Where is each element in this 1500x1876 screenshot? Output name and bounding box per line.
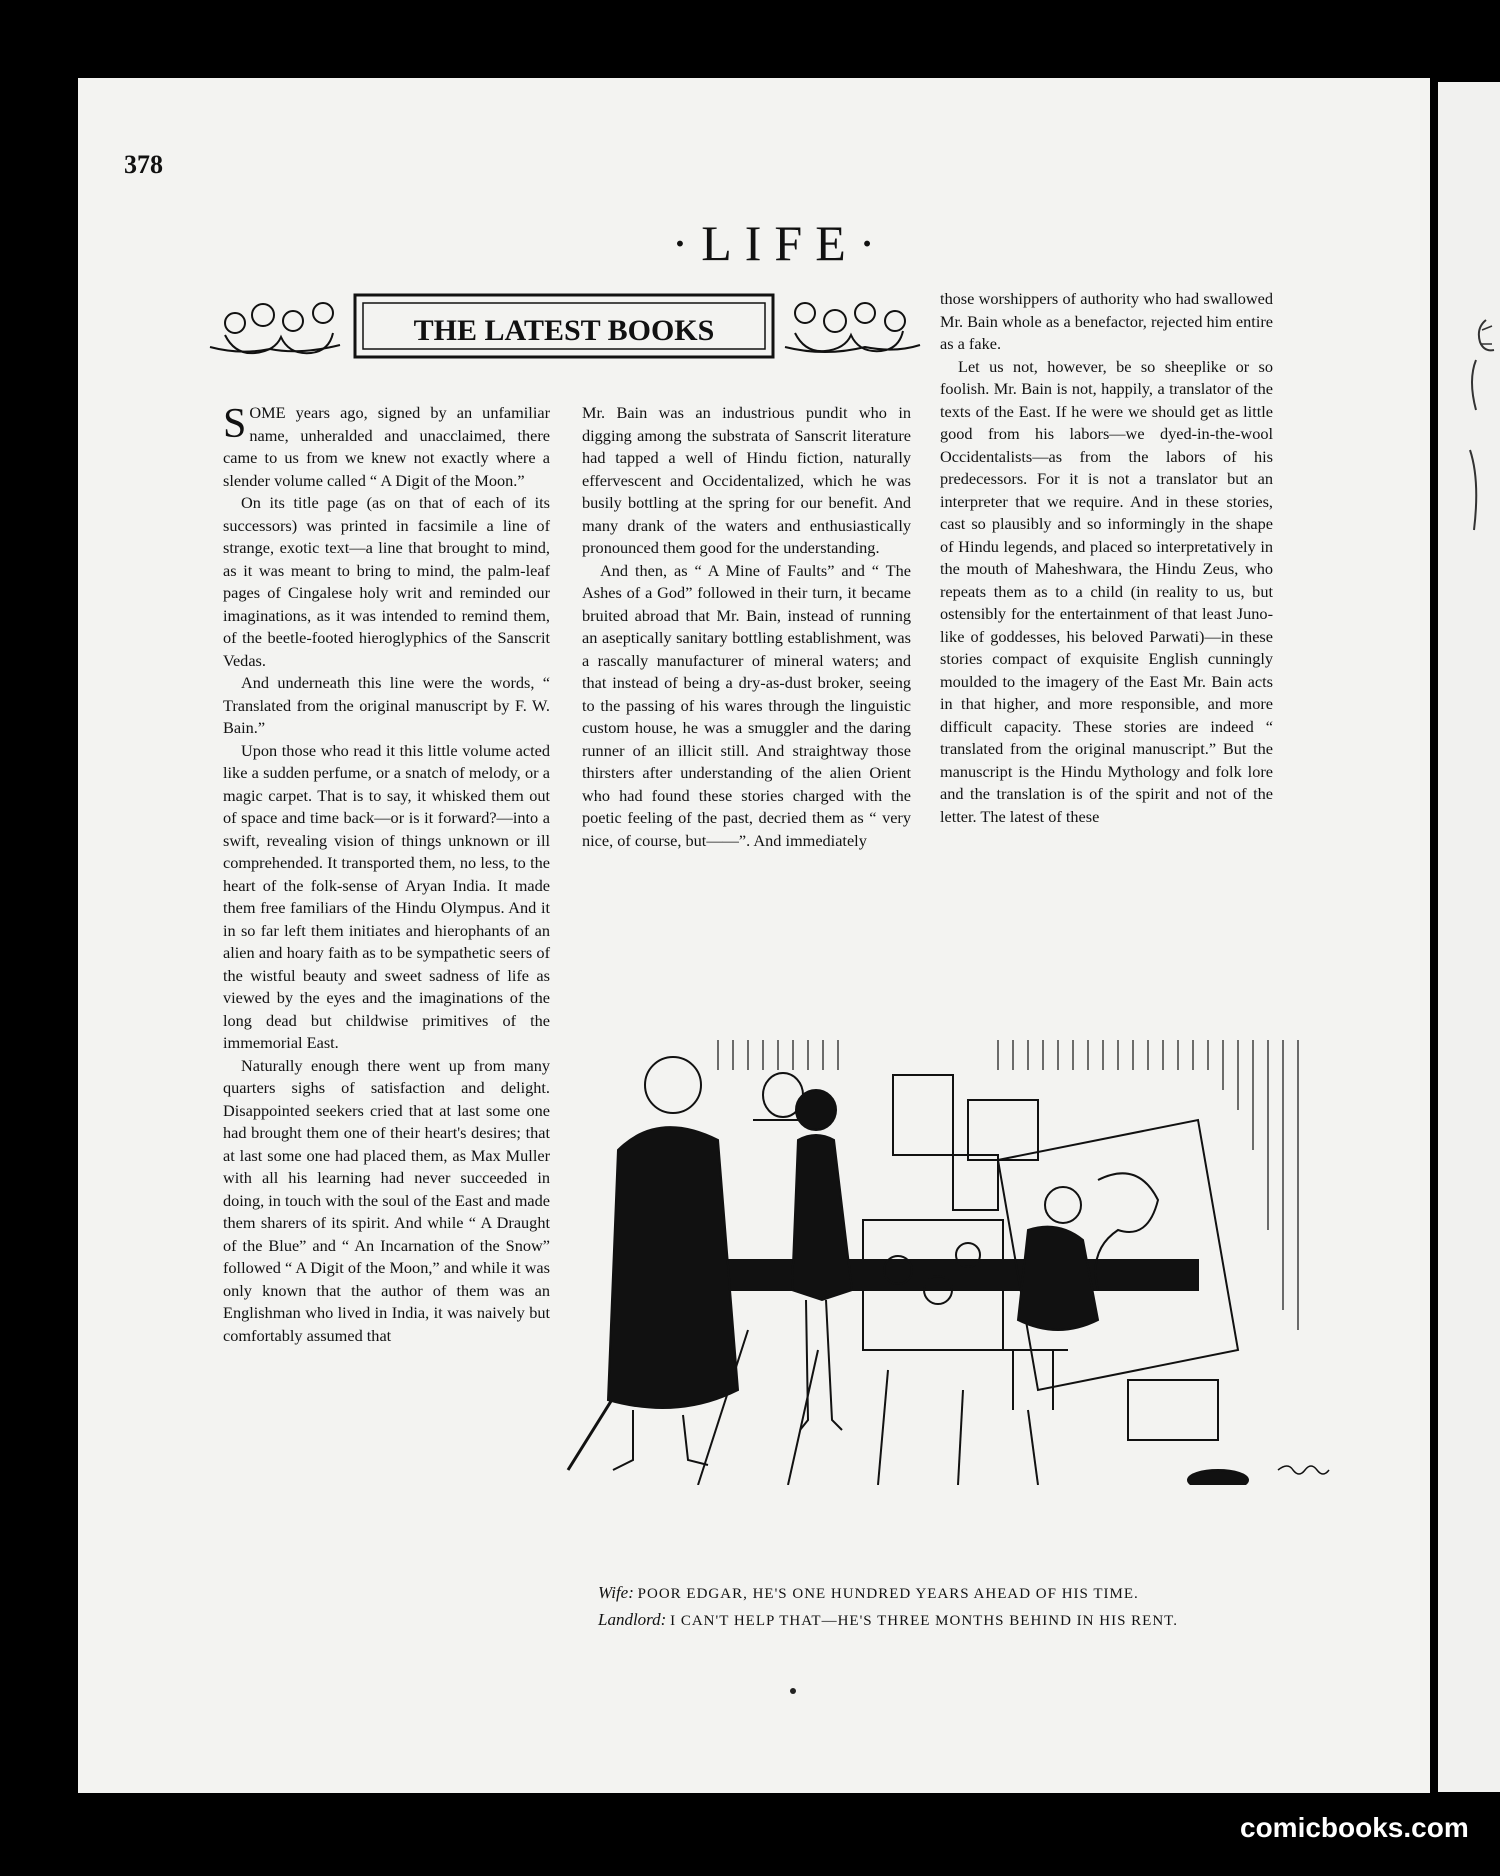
wall-painting [893,1075,953,1155]
site-watermark: comicbooks.com [1240,1812,1469,1843]
section-title: THE LATEST BOOKS [413,314,715,347]
paint-box [1128,1380,1218,1440]
article-column-1 [223,402,550,1347]
cartoon-caption [598,1580,1298,1634]
caption-line-landlord: Landlord: I CAN'T HELP THAT—HE'S THREE MONTHS BEHIND IN HIS RENT. [598,1610,1178,1629]
cherubs-right [785,303,920,352]
landlord-figure [568,1057,738,1470]
paragraph: Let us not, however, be so sheeplike or so foolish. Mr. Bain is not, happily, a translator of the texts of the East. If he were we should get as little good from his labors—we dyed-in-the-wool Occidentalists—as from the labors of his predecessors. For it is not a translator but an interpreter that we require. And in these stories, cast so plausibly and so informingly in the shape of Hindu legends, and placed so interpretatively in the mouth of Maheshwara, the Hindu Zeus, who repeats them as to a child (in reality to us, but ostensibly for the entertainment of that least Juno-like of goddesses, his beloved Parwati)—in these stories compact of exquisite English cunningly moulded to the imagery of the East Mr. Bain acts in that higher, and more responsible, and more difficult capacity. These stories are indeed “ translated from the original manuscript.” But the manuscript is the Hindu Mythology and folk lore and the translation is of the spirit and not of the letter. The latest of these [940,356,1273,826]
cartoon-illustration [558,1030,1338,1485]
article-column-3 [940,288,1273,828]
article-column-2 [582,402,911,852]
paragraph: SOME years ago, signed by an unfamiliar name, unheralded and unacclaimed, there came to us from we knew not exactly where a slender volume called “ A Digit of the Moon.” [223,401,550,490]
artist-signature [1278,1466,1329,1474]
page-number: 378 [124,150,163,179]
wall-painting [953,1155,998,1210]
paragraph: Naturally enough there went up from many quarters sighs of satisfaction and delight. Disappointed seekers cried that at last some one had brought them one of their heart's desires; that at last some one had placed them, as Max Muller with all his learning had never succeeded in doing, in touch with the soul of the East and made them sharers of its spirit. And while “ A Draught of the Blue” and “ An Incarnation of the Snow” followed “ A Digit of the Moon,” and while it was only known that the author of them was an Englishman who lived in India, it was naively but comfortably assumed that [223,1055,550,1345]
masthead-title: ·LIFE· [671,215,889,271]
paragraph: Mr. Bain was an industrious pundit who in digging among the substrata of Sanscrit literature had tapped a well of Hindu fiction, naturally effervescent and Occidentalized, which he was busily bottling at the spring for our benefit. And many drank of the waters and enthusiastically pronounced them good for the understanding. [582,403,911,557]
wall-painting [968,1100,1038,1160]
palette-bowl [1188,1470,1248,1485]
paragraph: Upon those who read it this little volume acted like a sudden perfume, or a snatch of melody, or a magic carpet. That is to say, it whisked them out of space and time back—or is it forward?—into a swift, revealing vision of things unknown or ill comprehended. It transported them, no less, to the heart of the folk-sense of Aryan India. It made them free familiars of the Hindu Olympus. And it in so far left them initiates and hierophants of an alien and hoary faith as to be sympathetic seers of the wistful beauty and sweet sadness of life as viewed by the eyes and the imaginations of the long dead but childwise primitives of the immemorial East. [223,740,550,1052]
caption-line-wife: Wife: POOR EDGAR, HE'S ONE HUNDRED YEARS AHEAD OF HIS TIME. [598,1583,1139,1602]
page-bullet [790,1688,796,1694]
cherubs-left [210,303,340,353]
paragraph: And then, as “ A Mine of Faults” and “ The Ashes of a God” followed in their turn, it became bruited abroad that Mr. Bain, instead of running an aseptically sanitary bottling establishment, was a rascally manufacturer of mineral waters; and that instead of being a dry-as-dust broker, seeing to the passing of his wares through the linguistic custom house, he was a smuggler and the daring runner of an illicit still. And straightway those thirsters after understanding of the alien Orient who had found these stories charged with the poetic feeling of the past, decried them as “ very nice, of course, but——”. And immediately [582,560,911,850]
artist-figure [998,1187,1098,1410]
adjacent-page-sketch [1456,300,1500,560]
paragraph: And underneath this line were the words, “ Translated from the original manuscript by F. W. Bain.” [223,673,550,737]
paragraph: those worshippers of authority who had swallowed Mr. Bain whole as a benefactor, rejected him entire as a fake. [940,289,1273,353]
drop-cap: S [223,401,247,447]
wife-figure [792,1090,852,1430]
section-header-banner [205,285,925,370]
paragraph: On its title page (as on that of each of its successors) was printed in facsimile a line of strange, exotic text—a line that brought to mind, as it was meant to bring to mind, the palm-leaf pages of Cingalese holy writ and reminded our imaginations, as it was intended to remind them, of the beetle-footed hieroglyphics of the Sanscrit Vedas. [223,493,550,670]
